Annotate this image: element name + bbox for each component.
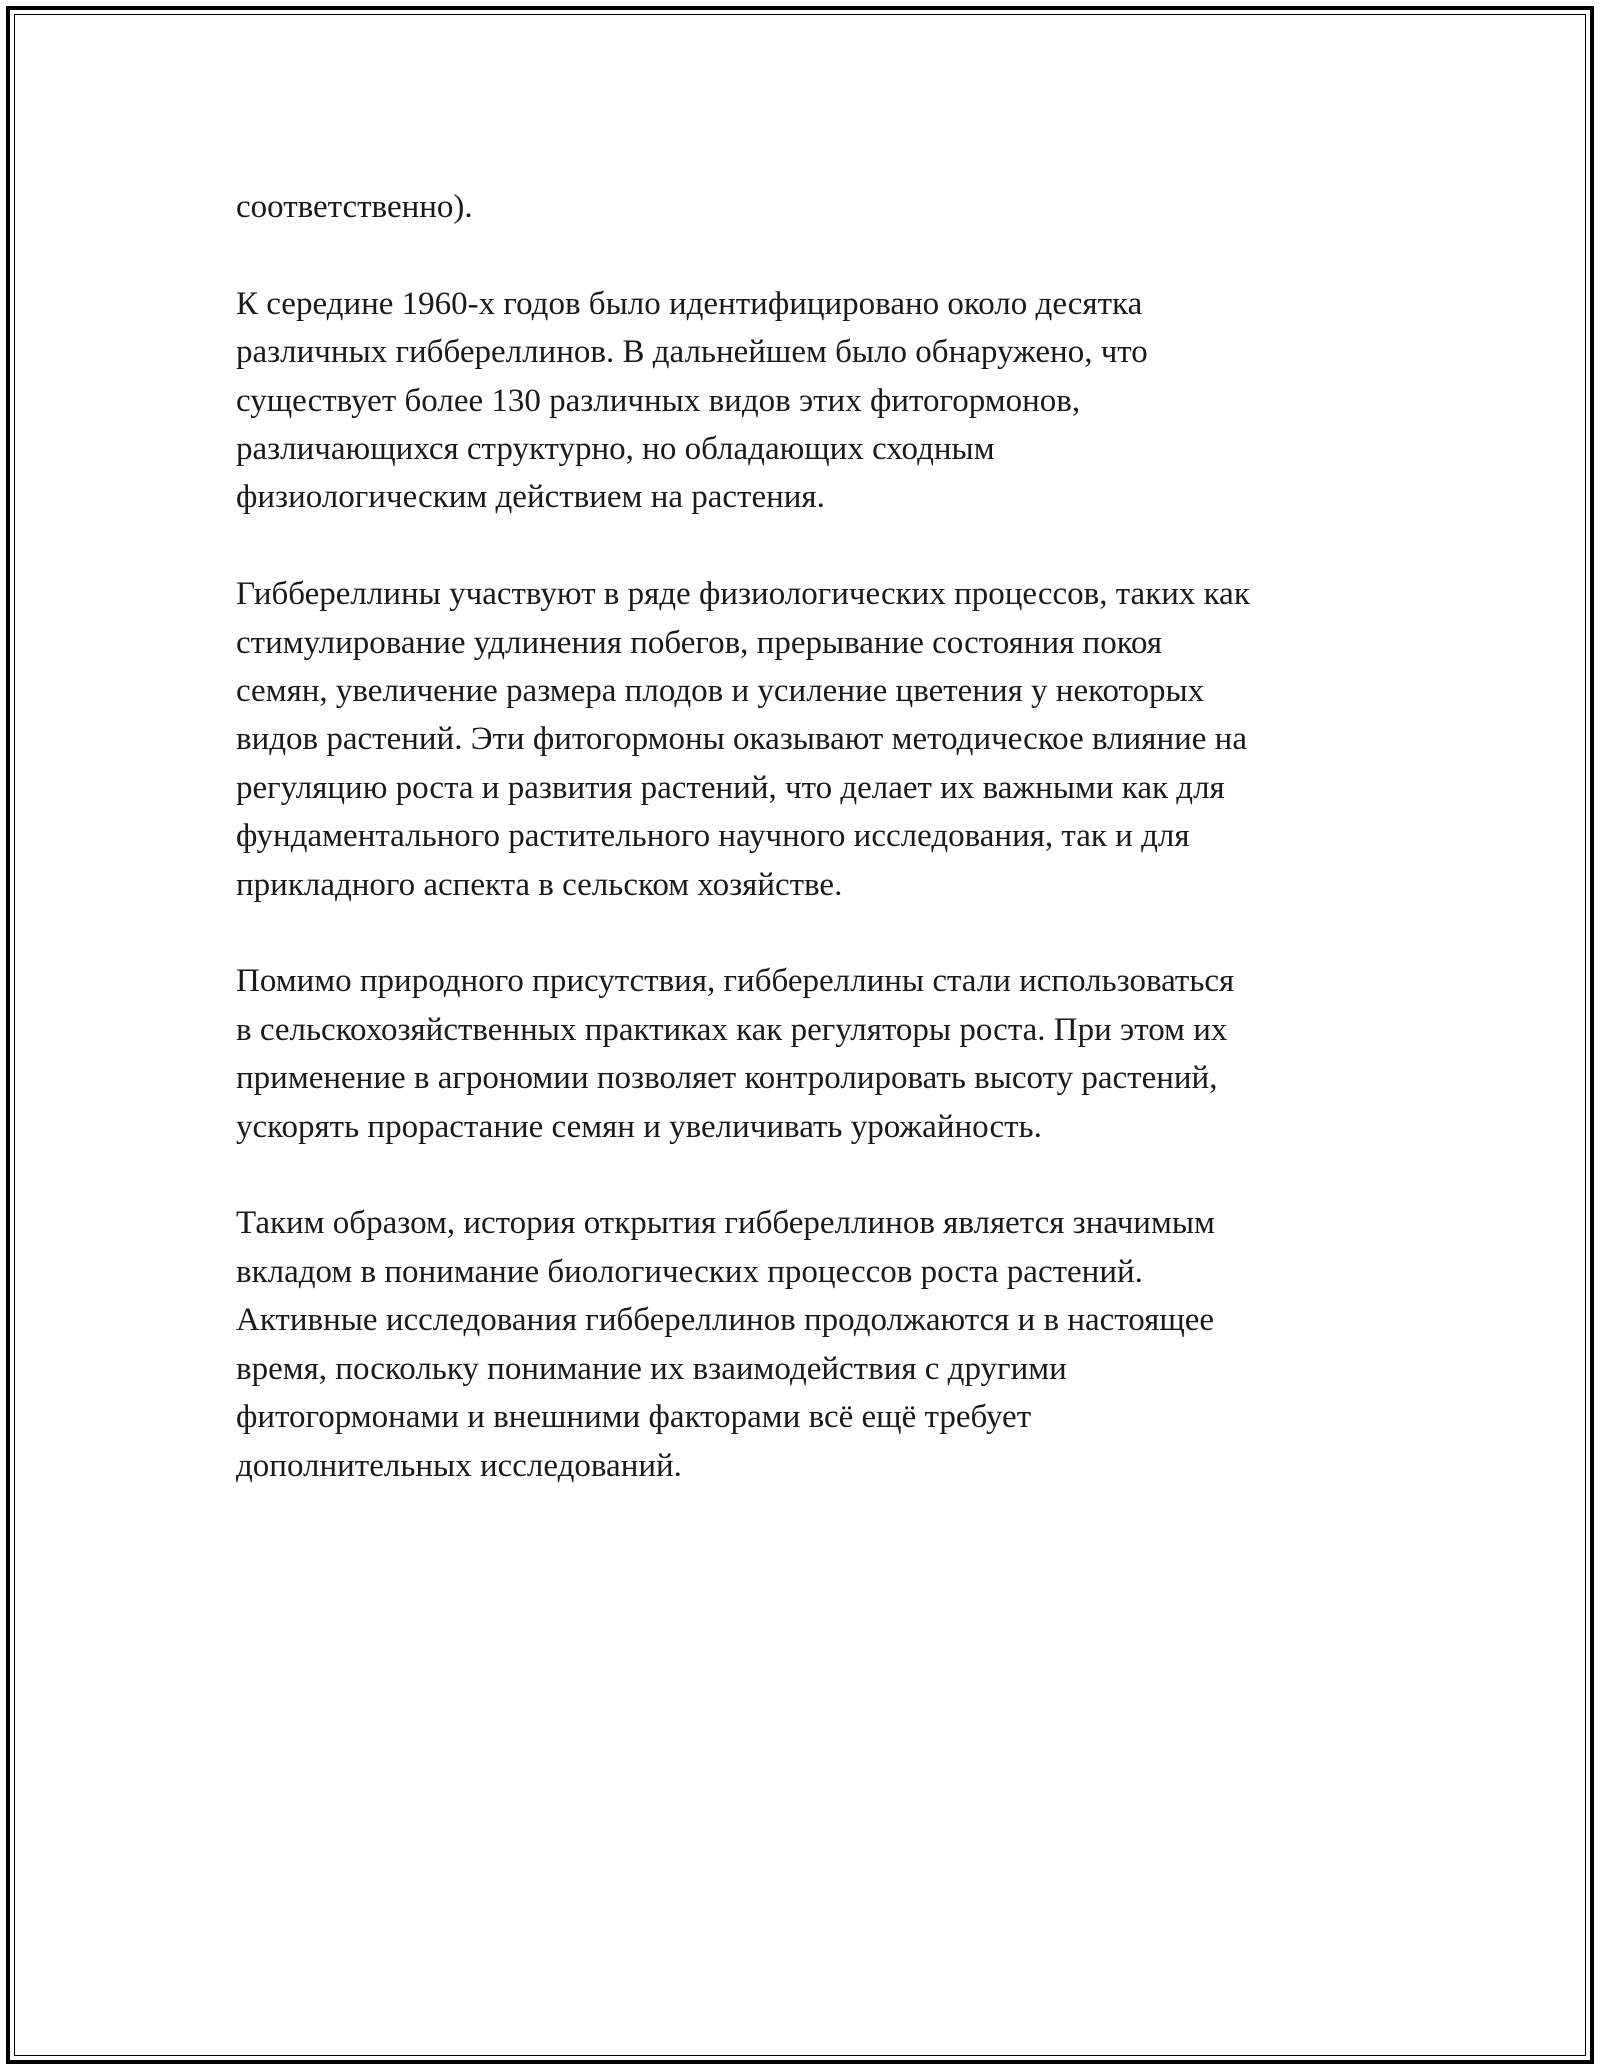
- paragraph: Таким образом, история открытия гиббереллинов является значимым вкладом в понимание биологических процессов роста растений. Активные исследования гиббереллинов продолжаются и в настоящее время, поскольку понимание их взаимодействия с другими фитогормонами и внешними факторами всё ещё требует дополнительных исследований.: [236, 1205, 1215, 1484]
- paragraph: Помимо природного присутствия, гиббереллины стали использоваться в сельскохозяйственных практиках как регуляторы роста. При этом их применение в агрономии позволяет контролировать высоту растений, ускорять прорастание семян и увеличивать урожайность.: [236, 963, 1235, 1145]
- paragraph: К середине 1960-х годов было идентифицировано около десятка различных гиббереллинов. В дальнейшем было обнаружено, что существует более 130 различных видов этих фитогормонов, различающихся структурно, но обладающих сходным физиологическим действием на растения.: [236, 285, 1148, 516]
- document-body: [236, 183, 1396, 1538]
- paragraph: Гиббереллины участвуют в ряде физиологических процессов, таких как стимулирование удлинения побегов, прерывание состояния покоя семян, увеличение размера плодов и усиление цветения у некоторых видов растений. Эти фитогормоны оказывают методическое влияние на регуляцию роста и развития растений, что делает их важными как для фундаментального растительного научного исследования, так и для прикладного аспекта в сельском хозяйстве.: [236, 576, 1250, 903]
- paragraph: соответственно).: [236, 189, 473, 225]
